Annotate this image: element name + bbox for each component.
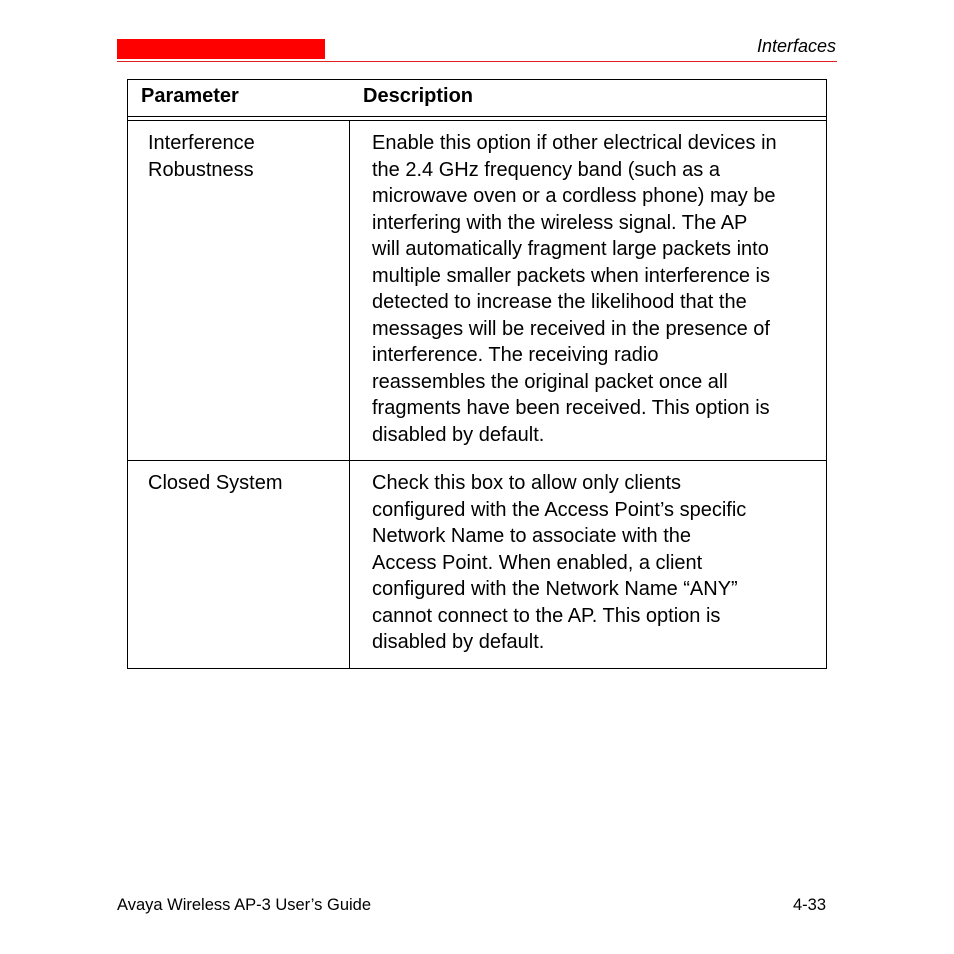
table-row: [127, 461, 827, 669]
parameter-line: Closed System: [148, 472, 283, 494]
description-line: disabled by default.: [372, 631, 545, 653]
description-line: multiple smaller packets when interference is: [372, 264, 770, 287]
description-line: the 2.4 GHz frequency band (such as a: [372, 158, 720, 181]
header-rule: [117, 61, 837, 62]
description-line: fragments have been received. This option is: [372, 397, 770, 419]
description-cell: [350, 121, 826, 460]
description-line: detected to increase the likelihood that the: [372, 291, 747, 313]
parameter-cell: [128, 121, 350, 460]
description-line: Enable this option if other electrical devices in: [372, 132, 777, 154]
parameter-line: Robustness: [148, 158, 254, 181]
description-line: Check this box to allow only clients: [372, 472, 682, 494]
description-line: microwave oven or a cordless phone) may be: [372, 185, 776, 207]
footer-guide-title: Avaya Wireless AP-3 User’s Guide: [117, 896, 372, 914]
parameter-cell: [128, 461, 350, 668]
description-line: interference. The receiving radio: [372, 344, 659, 366]
description-line: cannot connect to the AP. This option is: [372, 604, 721, 627]
header-accent-bar: [117, 39, 325, 59]
description-line: reassembles the original packet once all: [372, 370, 728, 393]
description-line: configured with the Network Name “ANY”: [372, 578, 738, 600]
description-cell: [350, 461, 826, 668]
description-line: configured with the Access Point’s specific: [372, 498, 747, 521]
parameter-line: Interference: [148, 132, 255, 154]
parameter-table: [127, 79, 827, 669]
section-title: Interfaces: [756, 36, 836, 56]
footer-page-number: 4-33: [792, 896, 826, 914]
description-line: Network Name to associate with the: [372, 525, 692, 547]
column-header-description: Description: [363, 85, 474, 107]
description-line: will automatically fragment large packets into: [372, 238, 769, 260]
description-line: Access Point. When enabled, a client: [372, 551, 703, 574]
table-header: [127, 79, 827, 117]
description-line: interfering with the wireless signal. The AP: [372, 211, 748, 234]
description-line: disabled by default.: [372, 423, 545, 446]
table-row: [127, 121, 827, 461]
column-header-parameter: Parameter: [141, 85, 239, 107]
description-line: messages will be received in the presence of: [372, 317, 770, 340]
